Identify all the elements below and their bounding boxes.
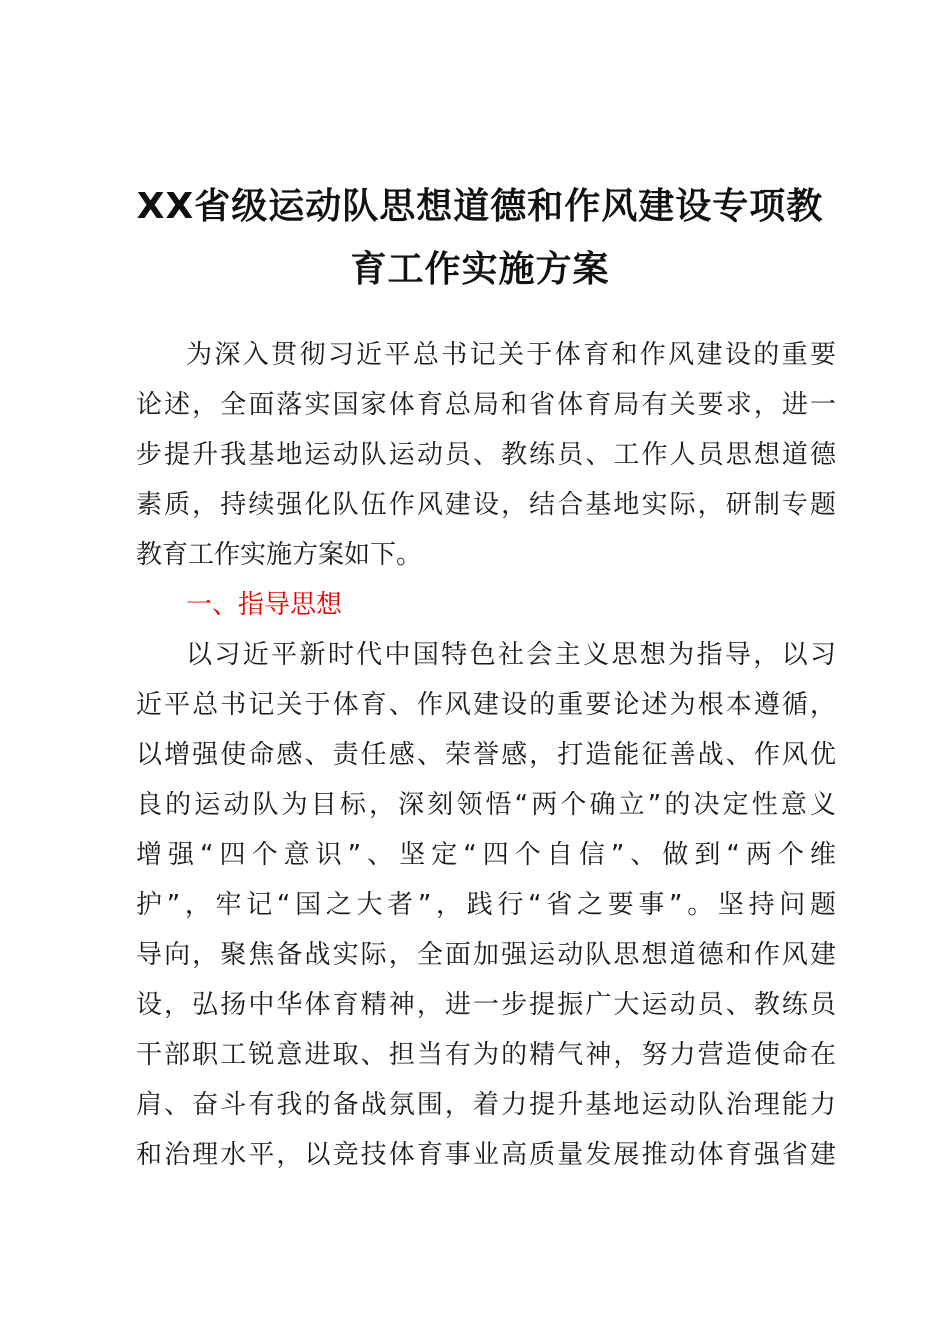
intro-paragraph-line: 素质，持续强化队伍作风建设，结合基地实际，研制专题 <box>136 490 836 520</box>
intro-paragraph-line: 为深入贯彻习近平总书记关于体育和作风建设的重要 <box>186 340 836 370</box>
section-heading-guiding-ideology: 一、指导思想 <box>186 590 343 620</box>
section-paragraph-line: 护”，牢记“国之大者”，践行“省之要事”。坚持问题 <box>136 890 836 920</box>
section-paragraph-line: 良的运动队为目标，深刻领悟“两个确立”的决定性意义 <box>136 790 836 820</box>
document-title-line-2: 育工作实施方案 <box>350 249 610 290</box>
section-paragraph-line: 设，弘扬中华体育精神，进一步提振广大运动员、教练员 <box>136 990 836 1020</box>
section-paragraph-line: 和治理水平，以竞技体育事业高质量发展推动体育强省建 <box>136 1140 836 1170</box>
section-paragraph-line: 肩、奋斗有我的备战氛围，着力提升基地运动队治理能力 <box>136 1090 836 1120</box>
intro-paragraph-line: 步提升我基地运动队运动员、教练员、工作人员思想道德 <box>136 440 836 470</box>
section-paragraph-line: 以习近平新时代中国特色社会主义思想为指导，以习 <box>186 640 836 670</box>
section-paragraph-line: 导向，聚焦备战实际，全面加强运动队思想道德和作风建 <box>136 940 836 970</box>
section-paragraph-line: 干部职工锐意进取、担当有为的精气神，努力营造使命在 <box>136 1040 836 1070</box>
section-paragraph-line: 以增强使命感、责任感、荣誉感，打造能征善战、作风优 <box>136 740 836 770</box>
intro-paragraph-line: 教育工作实施方案如下。 <box>136 540 423 570</box>
section-paragraph-line: 近平总书记关于体育、作风建设的重要论述为根本遵循， <box>136 690 836 720</box>
intro-paragraph-line: 论述，全面落实国家体育总局和省体育局有关要求，进一 <box>136 390 836 420</box>
section-paragraph-line: 增强“四个意识”、坚定“四个自信”、做到“两个维 <box>136 840 836 870</box>
document-title-line-1: XX省级运动队思想道德和作风建设专项教 <box>136 186 824 227</box>
